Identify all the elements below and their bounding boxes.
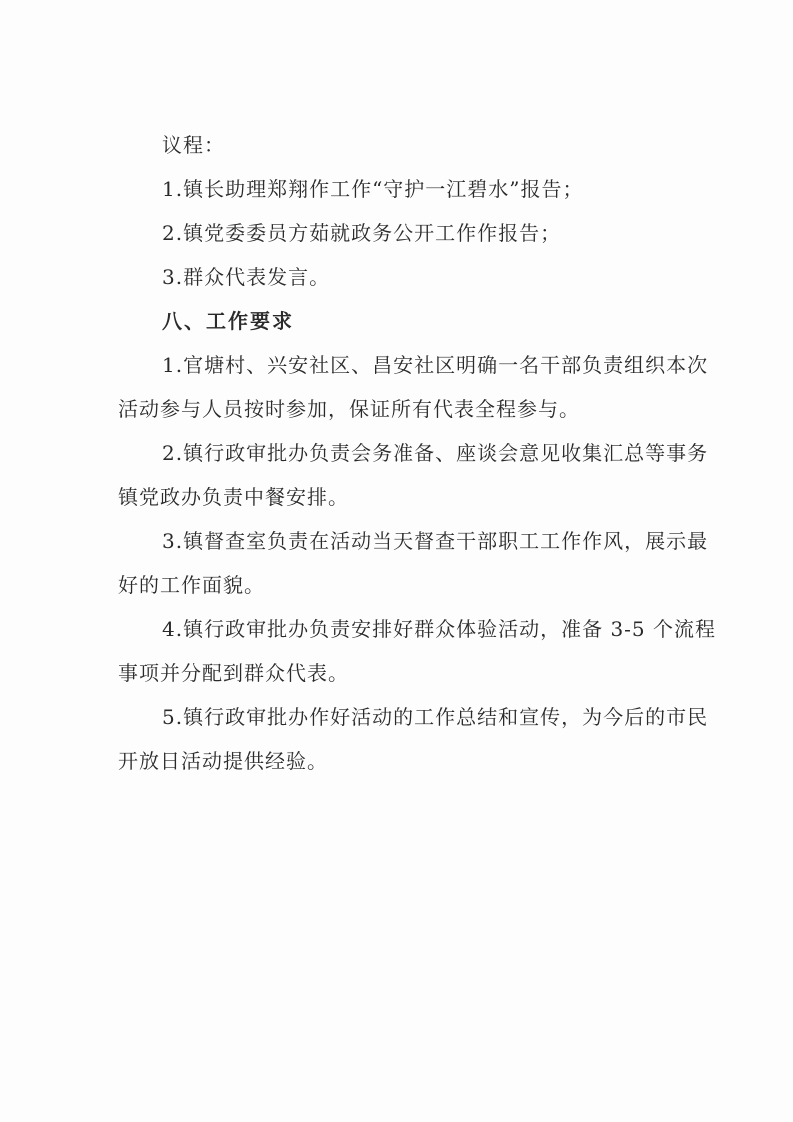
requirement-item-line2: 镇党政办负责中餐安排。 [118, 485, 349, 509]
agenda-item: 3.群众代表发言。 [162, 265, 331, 289]
section-heading: 八、工作要求 [162, 309, 294, 333]
requirement-item-line1: 1.官塘村、兴安社区、昌安社区明确一名干部负责组织本次 [162, 353, 709, 377]
requirement-item-line2: 开放日活动提供经验。 [118, 749, 328, 773]
requirement-item-line2: 活动参与人员按时参加，保证所有代表全程参与。 [118, 397, 580, 421]
agenda-title: 议程： [162, 133, 225, 157]
requirement-item-line1: 4.镇行政审批办负责安排好群众体验活动，准备 3-5 个流程 [162, 617, 717, 641]
requirement-item-line1: 3.镇督查室负责在活动当天督查干部职工工作作风，展示最 [162, 529, 709, 553]
requirement-item-line2: 好的工作面貌。 [118, 573, 265, 597]
agenda-item: 1.镇长助理郑翔作工作“守护一江碧水”报告； [162, 177, 584, 201]
requirement-item-line1: 2.镇行政审批办负责会务准备、座谈会意见收集汇总等事务 [162, 441, 709, 465]
requirement-item-line1: 5.镇行政审批办作好活动的工作总结和宣传，为今后的市民 [162, 705, 709, 729]
agenda-item: 2.镇党委委员方茹就政务公开工作作报告； [162, 221, 562, 245]
document-body [118, 126, 718, 780]
requirement-item-line2: 事项并分配到群众代表。 [118, 661, 349, 685]
